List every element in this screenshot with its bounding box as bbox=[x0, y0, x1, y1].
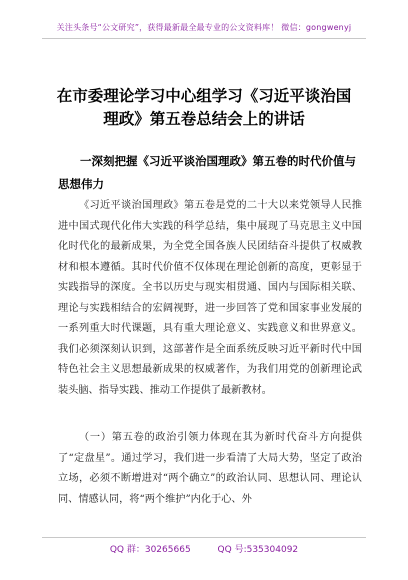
footer-qq-group: QQ 群：30265665 bbox=[109, 545, 191, 555]
header-divider bbox=[42, 38, 366, 39]
body-paragraph-2: （一）第五卷的政治引领力体现在其为新时代奋斗方向提供了“定盘星”。通过学习，我们进一步看清了大局大势，坚定了政治立场，必须不断增进对“两个确立”的政治认同、思想认同、理论认同、情感认同，将“两个维护”内化于心、外 bbox=[58, 432, 362, 505]
body-paragraph-1: 《习近平谈治国理政》第五卷是党的二十大以来党领导人民推进中国式现代化伟大实践的科学总结，集中展现了马克思主义中国化时代化的最新成果，为全党全国各族人民团结奋斗提供了权威教材和根本遵循。其时代价值不仅体现在理论创新的高度，更彰显于实践指导的深度。全书以历史与现实相贯通、国内与国际相关联、理论与实践相结合的宏阔视野，进一步回答了党和国家事业发展的一系列重大时代课题，具有重大理论意义、实践意义和世界意义。我们必须深刻认识到，这部著作是全面系统反映习近平新时代中国特色社会主义思想最新成果的权威著作，为我们用党的创新理论武装头脑、指导实践、推动工作提供了最新教材。 bbox=[58, 200, 362, 396]
header-promo-note: 关注头条号“公文研究”，获得最新最全最专业的公文资料库！ 微信：gongwenyj bbox=[56, 23, 352, 32]
footer-qq-number: QQ 号:535304092 bbox=[217, 545, 299, 555]
document-title: 在市委理论学习中心组学习《习近平谈治国理政》第五卷总结会上的讲话 bbox=[56, 86, 352, 128]
footer-contact bbox=[0, 542, 408, 555]
section-heading: 一深刻把握《习近平谈治国理政》第五卷的时代价值与思想伟力 bbox=[58, 154, 356, 191]
footer-divider bbox=[42, 537, 366, 538]
